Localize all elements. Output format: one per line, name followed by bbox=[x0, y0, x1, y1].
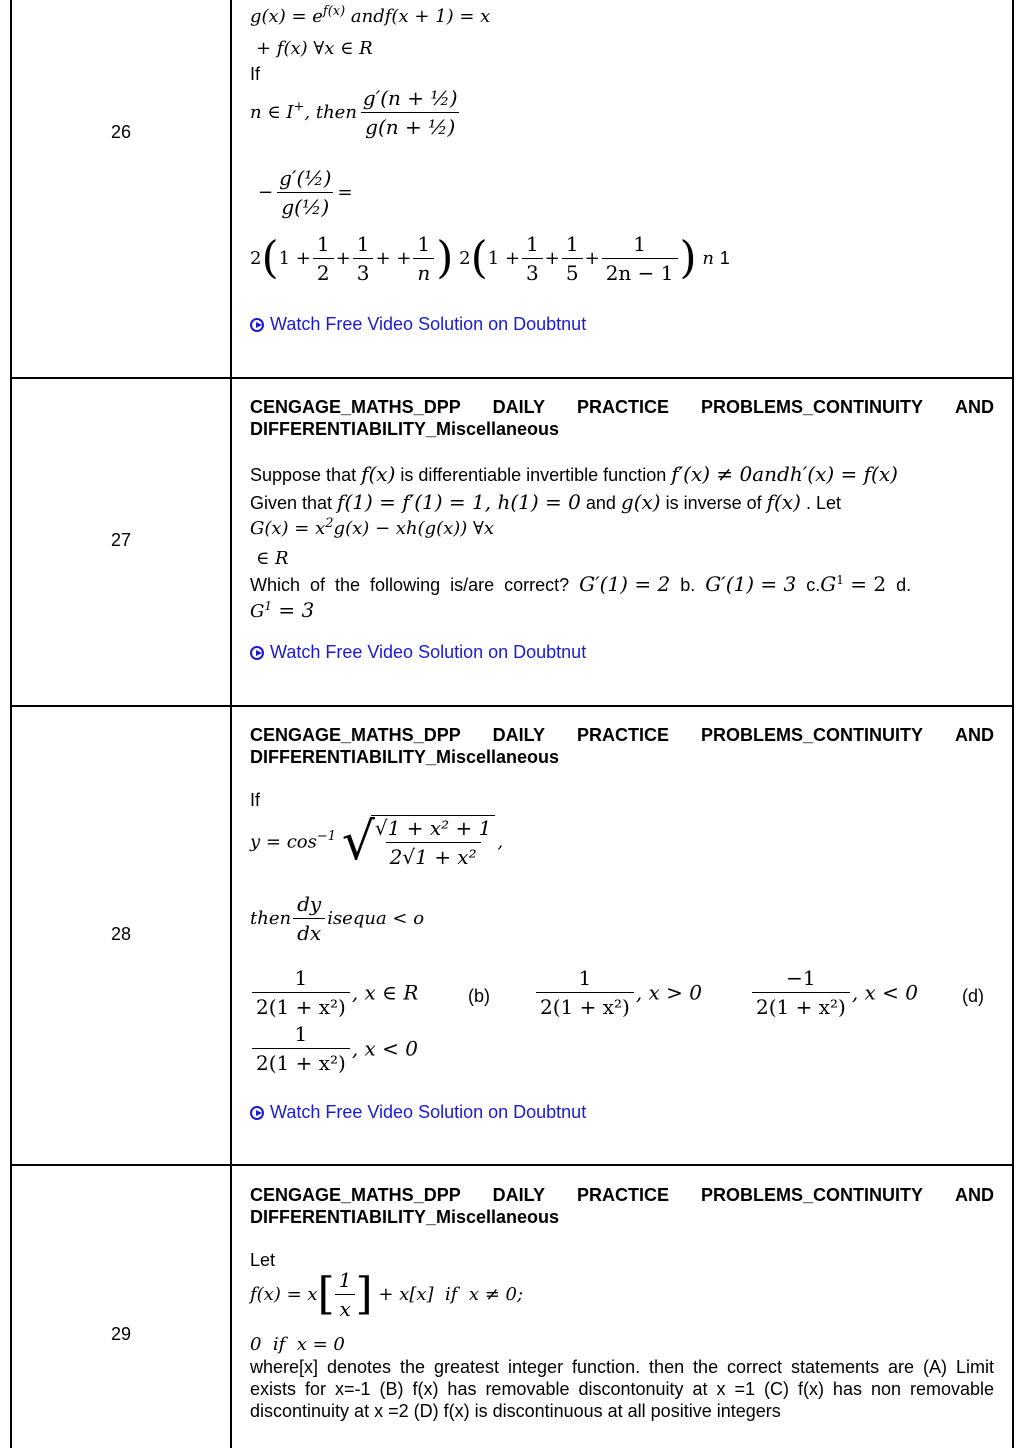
q26-line5: − $\frac{\text{g′(½)}}{\text{g(½)}}$ = bbox=[258, 166, 353, 219]
table-border-right bbox=[1012, 0, 1014, 1448]
watch-video-link[interactable]: Watch Free Video Solution on Doubtnut bbox=[250, 314, 586, 335]
play-circle-icon bbox=[250, 318, 264, 332]
table-divider bbox=[230, 0, 232, 1448]
question-number: 29 bbox=[110, 1324, 132, 1344]
q26-if: If bbox=[250, 64, 261, 84]
q29-function: f(x) = x[ $\frac{1}{x}$ ] + x[x] if x ≠ 0; bbox=[250, 1268, 524, 1321]
watch-video-link[interactable]: Watch Free Video Solution on Doubtnut bbox=[250, 1102, 586, 1123]
q29-let: Let bbox=[250, 1250, 276, 1270]
question-number: 27 bbox=[110, 530, 132, 550]
q26-options: 2(1 + $\frac{1}{2}$ + $\frac{1}{3}$ + + $\frac{1}{n}$ ) 2(1 + $\frac{1}{3}$ + $\frac{1}{5}$ + $\frac{1}{2n - 1}$ ) n 1 bbox=[250, 232, 730, 285]
q27-line6: $G^1 = 3$ bbox=[250, 598, 315, 622]
q28-option-a: $\frac{1}{\text{2(1 + x²)}}$ , x ∈ R bbox=[250, 966, 418, 1019]
play-circle-icon bbox=[250, 1106, 264, 1120]
play-circle-icon bbox=[250, 646, 264, 660]
q29-zero-case: 0 if x = 0 bbox=[250, 1334, 345, 1355]
question-header: CENGAGE_MATHS_DPP DAILY PRACTICE PROBLEMS_CONTINUITY AND DIFFERENTIABILITY_Miscellaneous bbox=[250, 397, 994, 439]
fraction: $\frac{\text{g′(½)}}{\text{g(½)}}$ bbox=[279, 166, 332, 219]
question-number: 28 bbox=[110, 924, 132, 944]
q27-line4: ∈ R bbox=[256, 548, 289, 569]
q28-label-b: (b) bbox=[468, 986, 490, 1006]
q26-line1: $g(x) = e^{f(x)}$ andf(x + 1) = x bbox=[250, 4, 491, 27]
row-separator bbox=[10, 377, 1014, 379]
q29-description: where[x] denotes the greatest integer function. then the correct statements are (A) Limit exists for x=-1 (B) f(x) has removable discontonuity at x =1 (C) f(x) has non removable discontinuity at x =2 (D) f(x) is discontinuous at all positive integers bbox=[250, 1357, 994, 1421]
q28-if: If bbox=[250, 790, 261, 810]
q28-option-c: $\frac{-1}{\text{2(1 + x²)}}$ , x < 0 bbox=[750, 966, 918, 1019]
q27-line2: Given that f(1) = f′(1) = 1, h(1) = 0 and g(x) is inverse of f(x) . Let bbox=[250, 490, 841, 514]
q28-option-b: $\frac{1}{\text{2(1 + x²)}}$ , x > 0 bbox=[534, 966, 702, 1019]
fraction: $\frac{\text{g′(n + ½)}}{\text{g(n + ½)}}$ bbox=[362, 86, 458, 139]
q27-line3: $G(x) = x^2g(x) - xh(g(x))$ ∀x bbox=[250, 516, 495, 539]
q27-line1: Suppose that f(x) is differentiable invertible function f′(x) ≠ 0andh′(x) = f(x) bbox=[250, 462, 898, 486]
q28-label-d: (d) bbox=[962, 986, 984, 1006]
q27-line5: Which of the following is/are correct? G′(1) = 2 b. G′(1) = 3 $c.G^1 = 2$ d. bbox=[250, 572, 912, 596]
question-number: 26 bbox=[110, 122, 132, 142]
watch-video-link[interactable]: Watch Free Video Solution on Doubtnut bbox=[250, 642, 586, 663]
q26-line4: n ∈ I+, then $\frac{\text{g′(n + ½)}}{\text{g(n + ½)}}$ bbox=[250, 86, 464, 139]
q28-then: then $\frac{dy}{dx}$ isequa < o bbox=[250, 892, 425, 945]
row-separator bbox=[10, 705, 1014, 707]
q26-line2: + f(x) ∀x ∈ R bbox=[256, 38, 373, 59]
q28-equation: $y = \cos^{-1}$ √ $\frac{\text{√1 + x² + 1}}{\text{2√1 + x²}}$ , bbox=[250, 812, 504, 872]
row-separator bbox=[10, 1164, 1014, 1166]
question-header: CENGAGE_MATHS_DPP DAILY PRACTICE PROBLEMS_CONTINUITY AND DIFFERENTIABILITY_Miscellaneous bbox=[250, 725, 994, 767]
q28-option-d: $\frac{1}{\text{2(1 + x²)}}$ , x < 0 bbox=[250, 1022, 418, 1075]
table-border-left bbox=[10, 0, 12, 1448]
question-header: CENGAGE_MATHS_DPP DAILY PRACTICE PROBLEMS_CONTINUITY AND DIFFERENTIABILITY_Miscellaneous bbox=[250, 1185, 994, 1227]
